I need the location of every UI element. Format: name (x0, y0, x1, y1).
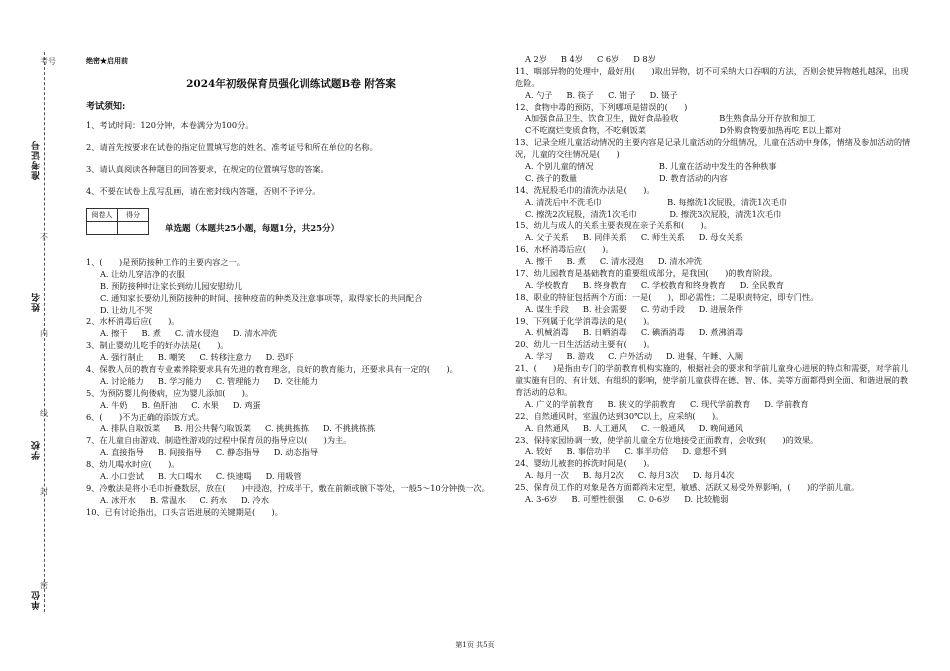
option[interactable]: B. 煮 (566, 256, 586, 267)
option[interactable]: B. 每月2次 (582, 470, 624, 481)
label-zhunkao: 准考证号 (32, 140, 42, 180)
option-line[interactable]: B. 预防接种时让家长到幼儿园安慰幼儿 (100, 280, 243, 291)
option[interactable]: D. 晚间通风 (698, 422, 744, 433)
option[interactable]: C. 学校教育和终身教育 (640, 279, 726, 290)
option[interactable]: A. 直接指导 (100, 447, 144, 458)
question-text: 25、保育员工作的对象是各方面都尚未定型，敏感、活跃又易受外界影响，( )的学前儿童。 (515, 482, 860, 493)
option-row (100, 423, 496, 435)
option[interactable]: A. 3-6岁 (525, 493, 558, 504)
question-list-right (515, 54, 915, 506)
option-row (100, 352, 496, 364)
option[interactable]: A. 广义的学前教育 (525, 398, 594, 409)
option-line[interactable]: C. 孩子的数量 D. 教育活动的内容 (525, 172, 728, 183)
option-row (525, 351, 915, 363)
option[interactable]: A 2岁 (525, 54, 547, 64)
option[interactable]: A. 较好 (525, 446, 553, 457)
option[interactable]: B 4岁 (560, 54, 583, 64)
option[interactable]: D. 煮沸消毒 (698, 327, 744, 338)
option[interactable]: B. 学习能力 (157, 375, 202, 386)
option[interactable]: C. 药水 (199, 494, 228, 505)
option[interactable]: D. 意想不到 (682, 446, 727, 457)
option-line[interactable]: A加强食品卫生、饮食卫生，做好食品验收 B生熟食品分开存放和加工 (525, 113, 816, 124)
score-cell-score[interactable] (118, 221, 149, 234)
option-row (525, 470, 915, 482)
score-header-grader: 阅卷人 (87, 208, 118, 221)
option[interactable]: D. 镊子 (649, 89, 678, 100)
option[interactable]: C. 现代学前教育 (689, 398, 751, 409)
option[interactable]: D. 学前教育 (764, 398, 809, 409)
option[interactable]: B. 日晒消毒 (582, 327, 627, 338)
option[interactable]: D 8岁 (633, 54, 656, 64)
option[interactable]: D. 不挑挑拣拣 (322, 423, 376, 434)
option[interactable]: C. 师生关系 (640, 232, 685, 243)
question-text: 1、( )是预防接种工作的主要内容之一。 (86, 256, 245, 267)
question-text: 20、幼儿一日生活活动主要有( )。 (515, 339, 655, 350)
question-text: 3、制止婴幼儿吃手的好办法是( )。 (86, 340, 229, 351)
option[interactable]: A. 强行制止 (100, 352, 144, 363)
score-row (86, 208, 496, 235)
option[interactable]: A. 每月一次 (525, 470, 569, 481)
option[interactable]: B. 筷子 (566, 89, 595, 100)
option[interactable]: D. 母女关系 (698, 232, 744, 243)
right-column (515, 54, 915, 506)
seal-mark: 线 (40, 409, 48, 418)
binding-margin (0, 0, 62, 671)
question-list-left (86, 257, 496, 519)
seal-mark: 密 (40, 581, 48, 590)
question-text: 4、保教人员的教育专业素养除要求具有先进的教育理念，良好的教育能力，还要求具有一定的( )。 (86, 363, 458, 374)
option[interactable]: A. 学习 (525, 351, 553, 362)
option[interactable]: A. 排队自取饭菜 (100, 423, 161, 434)
question-text: 17、幼儿园教育是基础教育的重要组成部分，是我国( )的教育阶段。 (515, 268, 778, 279)
option[interactable]: D. 用吸管 (265, 471, 302, 481)
question-text: 5、为预防婴儿佝偻病，应为婴儿添加( )。 (86, 387, 254, 398)
notice-heading: 考试须知: (86, 102, 126, 113)
notice-item: 4、不要在试卷上乱写乱画，请在密封线内答题，否则不予评分。 (86, 186, 321, 197)
option[interactable]: C. 清水侵泡 (174, 328, 219, 339)
option-line[interactable]: C不吃腐烂变质食物，不吃剩饭菜 D外购食物要加热再吃 E以上都对 (525, 125, 842, 136)
option-row (100, 328, 496, 340)
option[interactable]: B. 用公共餐勺取饭菜 (174, 423, 251, 434)
question-text: 22、自然通风时，室温仍达到30℃以上，应采纳( )。 (515, 410, 724, 421)
option-row (525, 494, 915, 506)
option[interactable]: C. 挑挑拣拣 (264, 423, 309, 434)
label-unit: 单位 (32, 590, 42, 610)
option[interactable]: C. 劳动手段 (640, 303, 685, 314)
option[interactable]: C. 转移注意力 (199, 352, 252, 363)
option-line[interactable]: A. 个别儿童的情况 B. 儿童在活动中发生的各种秩事 (525, 161, 777, 172)
option[interactable]: D. 全民教育 (739, 279, 784, 290)
option[interactable]: A. 牛奶 (100, 399, 128, 410)
option[interactable]: B. 鱼肝油 (141, 399, 178, 410)
option[interactable]: A. 讨论能力 (100, 375, 144, 386)
option[interactable]: B. 狭义的学前教育 (607, 398, 676, 409)
seal-mark: 考号 (40, 57, 56, 66)
notice-item: 3、请认真阅读各种题目的回答要求，在规定的位置填写您的答案。 (86, 164, 329, 175)
option[interactable]: B. 同伴关系 (582, 232, 627, 243)
option[interactable]: A. 小口尝试 (100, 471, 144, 481)
question-text: 9、冷敷法是将小毛巾折叠数层，放在( )中浸泡，拧成半干，敷在前额或腋下等处，一般5～10分钟换一次。 (86, 482, 490, 493)
seal-mark: 封 (40, 487, 48, 496)
option[interactable]: C. 碘酒消毒 (640, 327, 685, 338)
notice-list (86, 120, 496, 198)
option[interactable]: B. 事倍功半 (566, 446, 611, 457)
option-line[interactable]: C. 擦洗2次屁股，清洗1次毛巾 D. 擦洗3次屁股，清洗1次毛巾 (525, 208, 782, 219)
option-row (100, 376, 496, 388)
option[interactable]: D. 恐吓 (265, 352, 294, 363)
option-row (525, 399, 915, 411)
option-line[interactable]: D. 让幼儿不哭 (100, 304, 153, 315)
option[interactable]: A. 勺子 (525, 89, 553, 100)
page-footer: 第1页 共5页 (455, 641, 495, 649)
option[interactable]: C 6岁 (596, 54, 620, 64)
option[interactable]: C. 静态指导 (215, 447, 260, 458)
question-text: 10、已有讨论指出，口头言语进展的关键期是( )。 (86, 506, 283, 517)
question-text: 12、食物中毒的预防，下列哪项是错误的( ) (515, 101, 688, 112)
notice-item: 2、请首先按要求在试卷的指定位置填写您的姓名、准考证号和所在单位的名称。 (86, 142, 378, 153)
question-text: 23、保持家园协调一致，使学前儿童全方位地接受正面教育，会收到( )的效果。 (515, 434, 819, 445)
option-line[interactable]: A. 清洗后中不洗毛巾 B. 每擦洗1次屁股，清洗1次毛巾 (525, 196, 788, 207)
question-text: 7、在儿童自由游戏、制造性游戏的过程中保育员的指导应以( )为主。 (86, 435, 352, 446)
option[interactable]: D. 清水冲洗 (657, 256, 703, 267)
option-row (100, 447, 496, 459)
option[interactable]: A. 冰开水 (100, 494, 136, 505)
option[interactable]: A. 擦干 (100, 328, 128, 339)
option[interactable]: B. 嘲笑 (157, 352, 186, 363)
page-title: 2024年初级保育员强化训练试题B卷 附答案 (186, 78, 396, 91)
option-line[interactable]: C. 通知家长要幼儿预防接种的时间、接种疫苗的种类及注意事项等，取得家长的共同配合 (100, 292, 423, 303)
option[interactable]: D. 交往能力 (273, 375, 319, 386)
question-text: 8、幼儿喝水时应( )。 (86, 459, 180, 470)
option[interactable]: B. 煮 (141, 328, 161, 339)
option[interactable]: B. 人工通风 (582, 422, 627, 433)
section-title: 单选题（本题共25小题，每题1分，共25分） (165, 224, 340, 235)
option-row (525, 256, 915, 268)
option[interactable]: B. 可塑性很强 (571, 493, 624, 504)
option[interactable]: B. 社会需要 (582, 303, 627, 314)
question-text: 19、下列属于化学消毒法的是( )。 (515, 315, 655, 326)
option[interactable]: A. 父子关系 (525, 232, 569, 243)
score-header-score: 得分 (118, 208, 149, 221)
option[interactable]: C. 钳子 (608, 89, 636, 100)
question-text: 21、( )是指由专门的学前教育机构实施的，根据社会的要求和学前儿童身心进展的特点和需要，对学前儿童实施有目的、有计划、有组织的影响，使学前儿童获得在德、智、体、美等方面都得到全面、和谐进展的教育活动的总和。 (515, 363, 909, 397)
question-text: 2、水杯消毒后应( )。 (86, 316, 180, 327)
question-text: 13、记录全班儿童活动情况的主要内容是记录儿童活动的分组情况，儿童在活动中身体，情绪及参加活动的情况，儿童的交往情况是( ) (515, 137, 911, 160)
question-text: 14、洗屁股毛巾的清洗办法是( )。 (515, 184, 655, 195)
option[interactable]: A. 擦干 (525, 256, 553, 267)
option[interactable]: D. 冷水 (241, 494, 269, 505)
option-row (100, 471, 496, 483)
option-row (525, 232, 915, 244)
score-table (86, 208, 149, 235)
option-row (100, 495, 496, 507)
option[interactable]: C. 水果 (191, 399, 219, 410)
option-row (100, 400, 496, 412)
option[interactable]: C. 每月3次 (637, 470, 679, 481)
seal-mark: 内 (40, 329, 48, 338)
option[interactable]: C. 事半功倍 (624, 446, 669, 457)
option[interactable]: D. 动态指导 (273, 447, 319, 458)
label-school: 学校 (32, 440, 42, 460)
option[interactable]: A. 自然通风 (525, 422, 569, 433)
option-row (525, 304, 915, 316)
option[interactable]: B. 常温水 (149, 494, 186, 505)
left-column (86, 56, 496, 519)
option-row (525, 90, 915, 102)
option[interactable]: B. 大口喝水 (157, 471, 202, 481)
option[interactable]: D. 进餐、午睡、入厕 (666, 351, 744, 362)
option-row (525, 54, 915, 66)
option-row (525, 423, 915, 435)
option[interactable]: C. 一般通风 (640, 422, 685, 433)
option[interactable]: C. 清水浸泡 (599, 256, 644, 267)
question-text: 6、( )不为正确的添饭方式。 (86, 411, 205, 422)
option[interactable]: B. 游戏 (566, 351, 595, 362)
option[interactable]: A. 学校教育 (525, 279, 569, 290)
option[interactable]: C. 快速喝 (215, 471, 252, 481)
option[interactable]: A. 谋生手段 (525, 303, 569, 314)
option[interactable]: B. 终身教育 (582, 279, 627, 290)
question-text: 18、职业的特征包括两个方面：一是( )，即必需性；二是职责特定，即专门性。 (515, 291, 819, 302)
label-name: 姓名 (32, 292, 42, 312)
question-text: 15、幼儿与成人的关系主要表现在亲子关系和( )。 (515, 220, 712, 231)
option[interactable]: D. 清水冲洗 (232, 328, 278, 339)
secret-mark: 绝密★启用前 (86, 56, 128, 65)
option[interactable]: A. 机械消毒 (525, 327, 569, 338)
option[interactable]: D. 比较脆弱 (684, 493, 729, 504)
option[interactable]: D. 进展条件 (698, 303, 744, 314)
option[interactable]: D. 鸡蛋 (232, 399, 261, 410)
option-row (525, 327, 915, 339)
score-cell-grader[interactable] (87, 221, 118, 234)
option-row (525, 280, 915, 292)
option[interactable]: D. 每月4次 (692, 470, 735, 481)
option[interactable]: B. 间接指导 (157, 447, 202, 458)
question-text: 24、婴幼儿被套的拆洗时间是( )。 (515, 458, 655, 469)
question-text: 16、水杯消毒后应( )。 (515, 244, 614, 255)
option-row (525, 446, 915, 458)
option-line[interactable]: A. 让幼儿穿洁净的衣服 (100, 268, 185, 279)
option[interactable]: C. 户外活动 (608, 351, 653, 362)
question-text: 11、咽部异物的处理中，最好用( )取出异物，切不可采纳大口吞咽的方法，否则会使异物越扎越深，出现危险。 (515, 65, 909, 88)
option[interactable]: C. 管理能力 (215, 375, 260, 386)
seal-mark: 不 (40, 233, 48, 242)
option[interactable]: C. 0-6岁 (637, 493, 671, 504)
notice-item: 1、考试时间：120分钟，本卷满分为100分。 (86, 120, 254, 131)
